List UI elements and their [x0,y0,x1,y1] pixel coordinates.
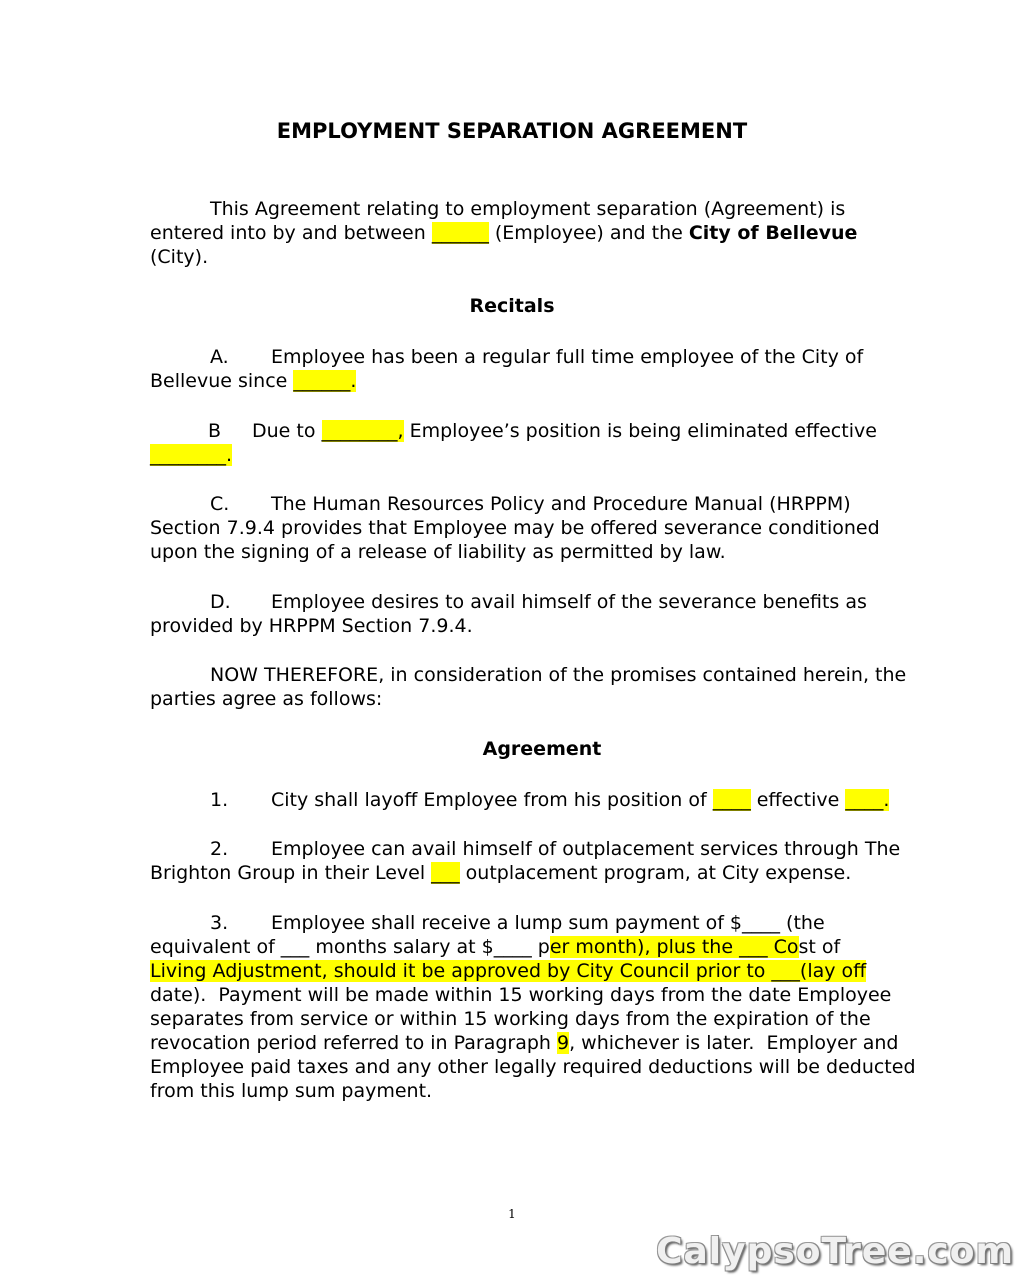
item-2-line-1: Employee can avail himself of outplacement services through The [271,838,901,860]
intro-line-3: (City). [150,246,209,268]
item-3-text: st of [798,936,841,958]
item-3-label: 3. [210,912,229,934]
recital-c-line-3: upon the signing of a release of liability as permitted by law. [150,541,726,563]
document-title: EMPLOYMENT SEPARATION AGREEMENT [276,119,748,143]
level-blank: ___ [431,862,460,884]
item-3-line-8: from this lump sum payment. [150,1080,433,1102]
reason-blank: ________, [321,420,404,442]
now-therefore-line-2: parties agree as follows: [150,688,383,710]
site-watermark: CalypsoTree.com [656,1231,1014,1272]
recital-d-line-2: provided by HRPPM Section 7.9.4. [150,615,473,637]
item-3-line-5: separates from service or within 15 working days from the expiration of the [150,1008,871,1030]
city-name: City of Bellevue [688,222,858,244]
page-number: 1 [508,1207,516,1221]
recital-b-text: Employee’s position is being eliminated effective [403,420,877,442]
intro-text: entered into by and between [150,222,432,244]
now-therefore-line-1: NOW THEREFORE, in consideration of the promises contained herein, the [210,664,907,686]
recital-a-line-1: Employee has been a regular full time employee of the City of [271,346,864,368]
agreement-heading: Agreement [482,738,602,760]
item-1-label: 1. [210,789,229,811]
layoff-date-blank: ____. [845,789,890,811]
item-3-line-7: Employee paid taxes and any other legally required deductions will be deducted [150,1056,916,1078]
item-2-line-2 [150,861,851,885]
item-2-label: 2. [210,838,229,860]
recitals-heading: Recitals [469,295,555,317]
since-date-blank: ______. [293,370,357,392]
recital-a-line-2 [150,369,356,393]
employee-name-blank: ______ [431,222,489,244]
item-3-line-2 [150,935,840,959]
position-blank: ____ [712,789,751,811]
item-3-line-6 [150,1031,898,1055]
item-1-text: City shall layoff Employee from his position of [271,789,713,811]
item-3-text: equivalent of ___ months salary at $____ p [150,936,550,958]
item-3-highlight: Living Adjustment, should it be approved by City Council prior to ___(lay off [150,960,867,982]
item-2-text: Brighton Group in their Level [150,862,432,884]
effective-date-blank: ________. [150,444,233,466]
recital-b-label: B [208,420,222,442]
recital-c-line-1: The Human Resources Policy and Procedure Manual (HRPPM) [271,493,851,515]
item-3-text: revocation period referred to in Paragraph [150,1032,557,1054]
recital-d-label: D. [210,591,231,613]
item-1-line [271,788,889,812]
intro-text: (Employee) and the [488,222,689,244]
item-3-line-1: Employee shall receive a lump sum payment of $____ (the [271,912,825,934]
recital-b-line-2 [150,443,232,467]
recital-a-text: Bellevue since [150,370,294,392]
item-3-line-4: date). Payment will be made within 15 working days from the date Employee [150,984,892,1006]
item-3-highlight: er month), plus the ___ Co [549,936,799,958]
recital-c-line-2: Section 7.9.4 provides that Employee may be offered severance conditioned [150,517,880,539]
item-3-line-3 [150,959,866,983]
item-3-text: , whichever is later. Employer and [569,1032,899,1054]
intro-line-2 [150,221,857,245]
intro-line-1: This Agreement relating to employment separation (Agreement) is [210,198,846,220]
recital-b-text: Due to [252,420,322,442]
item-1-text: effective [750,789,846,811]
recital-d-line-1: Employee desires to avail himself of the severance benefits as [271,591,867,613]
recital-b-line-1 [252,419,877,443]
recital-a-label: A. [210,346,229,368]
paragraph-ref-highlight: 9 [557,1032,570,1054]
item-2-text: outplacement program, at City expense. [459,862,852,884]
recital-c-label: C. [210,493,230,515]
